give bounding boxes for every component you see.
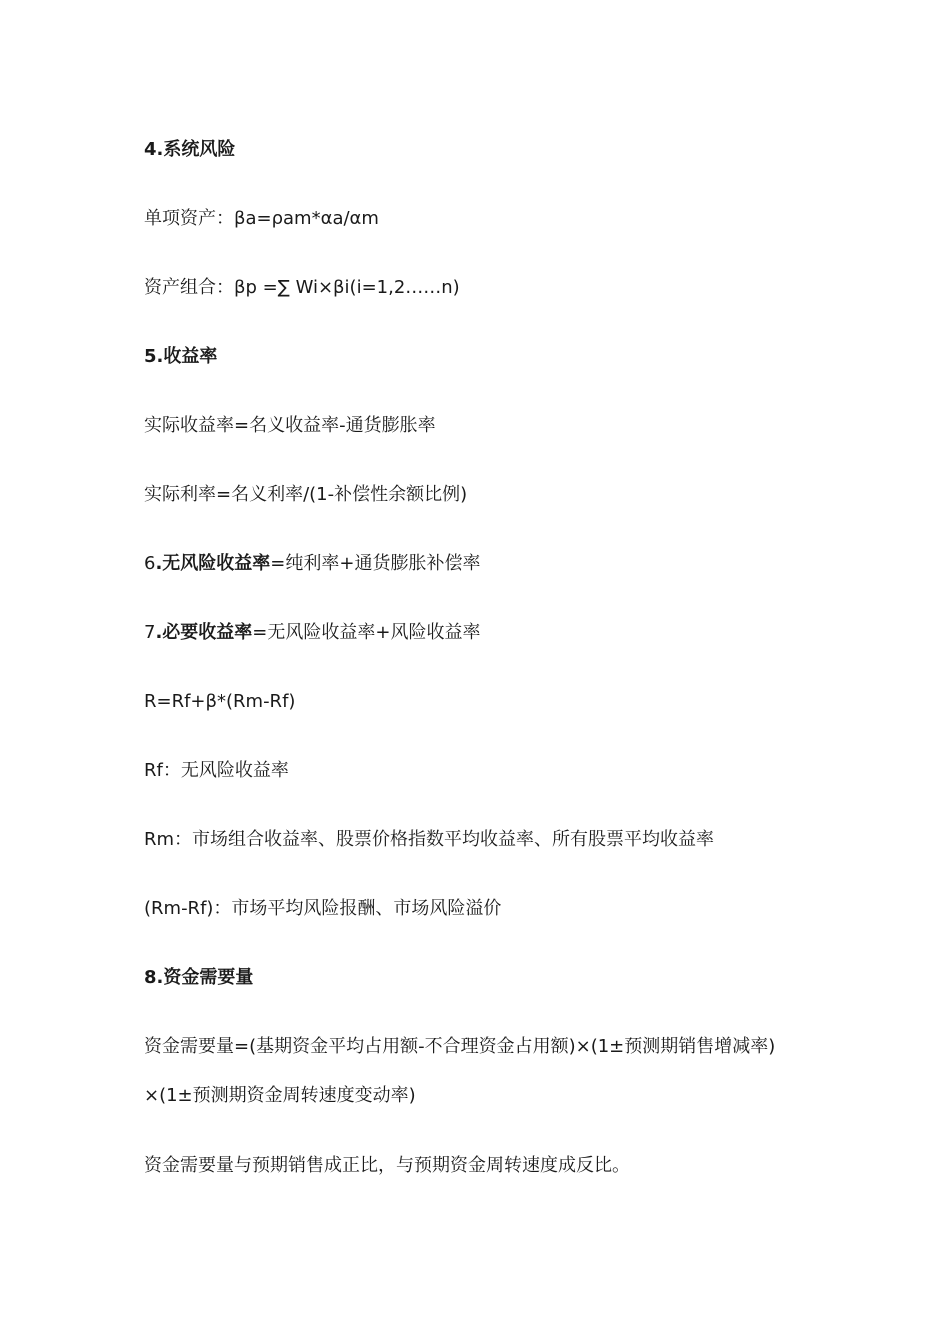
- section-6-number: 6: [144, 553, 156, 574]
- capital-requirement-formula-line1: 资金需要量=(基期资金平均占用额-不合理资金占用额)×(1±预测期销售增减率): [144, 1036, 776, 1057]
- risk-premium-definition: (Rm-Rf)：市场平均风险报酬、市场风险溢价: [144, 898, 502, 919]
- rm-definition: Rm：市场组合收益率、股票价格指数平均收益率、所有股票平均收益率: [144, 829, 715, 850]
- single-asset-beta-formula: 单项资产：βa=ρam*αa/αm: [144, 208, 379, 229]
- capital-requirement-note: 资金需要量与预期销售成正比，与预期资金周转速度成反比。: [144, 1155, 630, 1176]
- section-8-heading: 8.资金需要量: [144, 967, 254, 988]
- real-rate-formula: 实际利率=名义利率/(1-补偿性余额比例): [144, 484, 468, 505]
- real-return-formula: 实际收益率=名义收益率-通货膨胀率: [144, 415, 436, 436]
- section-5-heading: 5.收益率: [144, 346, 218, 367]
- section-7-number: 7: [144, 622, 156, 643]
- section-7-line: [144, 620, 844, 646]
- rf-definition: Rf：无风险收益率: [144, 760, 289, 781]
- portfolio-beta-formula: 资产组合：βp =∑ Wi×βi(i=1,2……n): [144, 277, 460, 298]
- required-return-definition: =无风险收益率+风险收益率: [252, 622, 481, 643]
- risk-free-rate-definition: =纯利率+通货膨胀补偿率: [270, 553, 481, 574]
- section-4-heading: 4.系统风险: [144, 139, 236, 160]
- capital-requirement-formula-line2: ×(1±预测期资金周转速度变动率): [144, 1085, 416, 1106]
- risk-free-rate-term: .无风险收益率: [155, 553, 271, 574]
- required-return-term: .必要收益率: [155, 622, 253, 643]
- capm-formula: R=Rf+β*(Rm-Rf): [144, 691, 296, 712]
- section-6-line: [144, 551, 844, 577]
